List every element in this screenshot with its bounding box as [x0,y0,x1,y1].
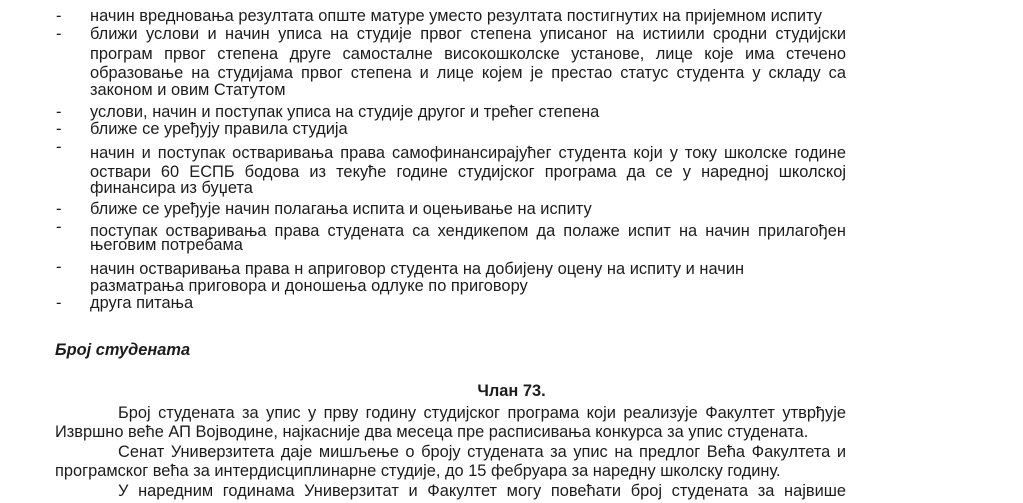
paragraph-line: програмског већа за интердисциплинарне студије, до 15 фебруара за наредну школску годину. [55,462,781,480]
list-bullet: - [56,120,62,138]
list-item-line: програм првог степена друге самосталне високошколске установе, лице које има стечено [90,45,846,63]
list-bullet: - [56,294,62,312]
article-title: Члан 73. [477,382,546,400]
list-item-line: начин и поступак остваривања права самофинансирајућег студента који у току школске године [90,144,846,162]
list-bullet: - [56,218,62,236]
paragraph-line: Извршно веће АП Војводине, најкасније два месеца пре расписивања конкурса за упис студената. [55,423,809,441]
list-item-line: оствари 60 ЕСПБ бодова из текуће године студијског програма да се у наредној школској [90,163,846,181]
paragraph-line: Сенат Универзитета даје мишљење о броју студената за упис на предлог Већа Факултета и [118,443,846,461]
list-item-line: ближи услови и начин уписа на студије првог степена уписаног на истиили сродни студијски [90,25,846,43]
list-item-line: поступак остваривања права студената са хендикепом да полаже испит на начин прилагођен [90,222,846,240]
list-item-line: ближе се уређују правила студија [90,120,348,138]
list-item-line: ближе се уређује начин полагања испита и оцењивање на испиту [90,200,592,218]
list-bullet: - [56,25,62,43]
list-bullet: - [56,200,62,218]
list-item-line: услови, начин и поступак уписа на студије другог и трећег степена [90,103,600,121]
list-item-line: начин вредновања резултата опште матуре уместо резултата постигнутих на пријемном испиту [90,7,823,25]
list-item-line: финансира из буџета [90,179,253,197]
paragraph-line: У наредним годинама Универзитат и Факултет могу повећати број студената за највише [118,482,846,500]
list-item-line: образовање на студијама првог степена и лице којем је престао статус студента у складу са [90,64,846,82]
section-heading: Број студената [55,341,191,359]
list-bullet: - [56,7,62,25]
list-bullet: - [56,138,62,156]
list-item-line: законом и овим Статутом [90,81,286,99]
list-item-line: начин остваривања права н априговор студента на добијену оцену на испиту и начин [90,260,745,278]
paragraph-line: Број студената за упис у прву годину студијског програма који реализује Факултет утврђује [118,404,846,422]
list-item-line: разматрања приговора и доношења одлуке по приговору [90,277,528,295]
list-item-line: друга питања [90,294,194,312]
list-bullet: - [56,258,62,276]
list-item-line: његовим потребама [90,236,243,254]
list-bullet: - [56,103,62,121]
